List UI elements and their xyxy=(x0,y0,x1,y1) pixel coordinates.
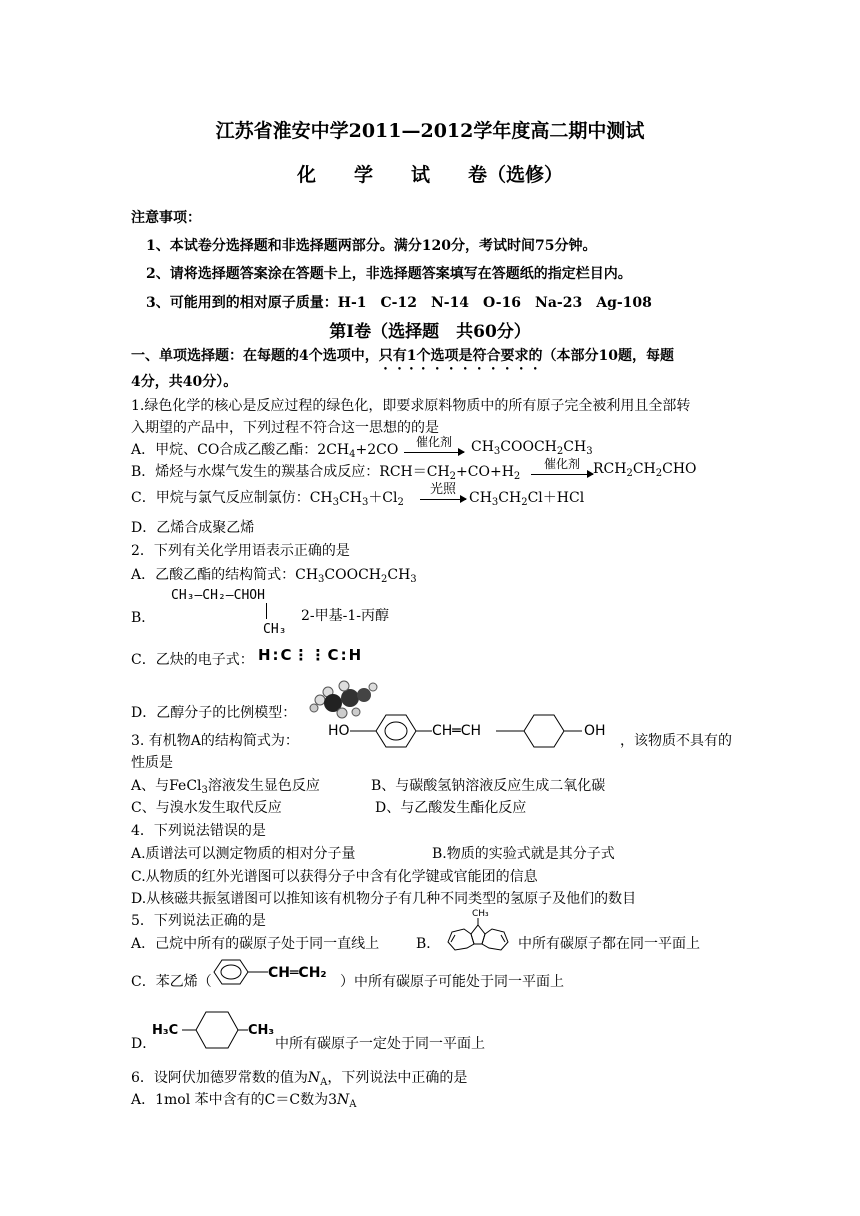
q1-c-product: $CH_3CH_2Cl+HCl$ xyxy=(469,490,585,508)
q1-option-b: B．烯烃与水煤气发生的羰基合成反应：$RCH=CH_2+CO+H_2$ xyxy=(131,464,521,482)
q3-struct-vinylene: CH═CH xyxy=(432,723,482,739)
q1-c-arrow: 光照 xyxy=(420,487,466,500)
q1-option-a: A．甲烷、CO合成乙酸乙酯：$2CH_4+2CO$ xyxy=(131,442,399,460)
q5-b-ch3: CH₃ xyxy=(472,909,489,919)
section-intro: 一、单项选择题：在每题的4个选项中，只有1个选项是符合要求的（本部分10题，每题 xyxy=(131,348,674,364)
q2-option-a: A．乙酸乙酯的结构简式：$CH_3COOCH_2CH_3$ xyxy=(131,567,417,585)
q1-a-product: $CH_3COOCH_2CH_3$ xyxy=(471,439,593,457)
q2-b-formula-main: CH₃—CH₂—CHOH xyxy=(171,588,265,603)
q4-option-c: C.从物质的红外光谱图可以获得分子中含有化学键或官能团的信息 xyxy=(131,869,538,885)
notice-item-1: 1、本试卷分选择题和非选择题两部分。满分120分，考试时间75分钟。 xyxy=(146,238,597,254)
q3-option-b: B、与碳酸氢钠溶液反应生成二氧化碳 xyxy=(371,778,606,794)
q5-d-left: H₃C xyxy=(152,1023,179,1038)
q5-option-b-text: 中所有碳原子都在同一平面上 xyxy=(518,936,700,952)
q3-struct-ho: HO xyxy=(328,723,350,739)
q3-struct-oh: OH xyxy=(584,723,606,739)
q1-option-c: C．甲烷与氯气反应制氯仿：$CH_3CH_3+Cl_2$ xyxy=(131,490,404,508)
dimethylcyclohexane-structure xyxy=(152,1006,274,1056)
q2-option-d-label: D．乙醇分子的比例模型： xyxy=(131,705,297,721)
q6-option-a: A．1mol 苯中含有的C＝C数为$3N_A$ xyxy=(131,1092,357,1110)
section-intro-line2: 4分，共40分）。 xyxy=(131,374,238,390)
q1-b-product: $RCH_2CH_2CHO$ xyxy=(593,461,697,479)
q4-option-a: A.质谱法可以测定物质的相对分子量 xyxy=(131,846,356,862)
q4-stem: 4．下列说法错误的是 xyxy=(131,823,266,839)
q5-option-a: A．己烷中所有的碳原子处于同一直线上 xyxy=(131,936,380,952)
notice-item-2: 2、请将选择题答案涂在答题卡上，非选择题答案填写在答题纸的指定栏目内。 xyxy=(146,266,632,282)
q6-stem: 6．设阿伏加德罗常数的值为$N_A$，下列说法中正确的是 xyxy=(131,1070,468,1088)
q3-stem: 3. 有机物A的结构简式为： xyxy=(131,733,299,749)
q5-c-group: CH═CH₂ xyxy=(268,965,327,981)
q3-option-a: A、与FeCl$_3$溶液发生显色反应 xyxy=(131,778,320,796)
q3-option-c: C、与溴水发生取代反应 xyxy=(131,800,282,816)
q1-stem-line2: 入期望的产品中，下列过程不符合这一思想的的是 xyxy=(131,420,439,436)
q5-option-c-pre: C．苯乙烯（ xyxy=(131,974,212,990)
q5-option-d-text: 中所有碳原子一定处于同一平面上 xyxy=(275,1036,485,1052)
q5-d-right: CH₃ xyxy=(248,1023,274,1038)
q2-b-name: 2-甲基-1-丙醇 xyxy=(301,608,390,624)
q1-b-arrow: 催化剂 xyxy=(531,464,593,475)
q1-option-d: D．乙烯合成聚乙烯 xyxy=(131,520,255,536)
q5-option-d-label: D． xyxy=(131,1036,157,1052)
notice-item-3: 3、可能用到的相对原子质量：H-1 C-12 N-14 O-16 Na-23 Ag-108 xyxy=(146,295,652,311)
q5-stem: 5．下列说法正确的是 xyxy=(131,913,266,929)
q4-option-b: B.物质的实验式就是其分子式 xyxy=(432,846,615,862)
q4-option-d: D.从核磁共振氢谱图可以推知该有机物分子有几种不同类型的氢原子及他们的数目 xyxy=(131,891,637,907)
styrene-structure xyxy=(210,956,342,992)
q5-option-b-label: B． xyxy=(416,936,441,952)
q3-stem-post: ，该物质不具有的 xyxy=(620,733,732,749)
q5-option-c-post: ）中所有碳原子可能处于同一平面上 xyxy=(340,974,564,990)
acetylene-electron-formula: H:C⋮⋮C:H xyxy=(258,646,364,664)
page-title: 江苏省淮安中学2011—2012学年度高二期中测试 xyxy=(215,120,645,142)
q1-a-arrow: 催化剂 xyxy=(404,442,464,453)
q2-option-c-label: C．乙炔的电子式： xyxy=(131,652,254,668)
notice-heading: 注意事项： xyxy=(131,210,201,226)
q2-b-formula-branch: CH₃ xyxy=(263,622,287,637)
q2-b-bond xyxy=(266,603,267,619)
q2-option-b-label: B． xyxy=(131,610,156,626)
methylfluorene-structure xyxy=(440,905,516,955)
q3-option-d: D、与乙酸发生酯化反应 xyxy=(375,800,527,816)
q2-stem: 2．下列有关化学用语表示正确的是 xyxy=(131,543,350,559)
q1-stem-line1: 1.绿色化学的核心是反应过程的绿色化，即要求原料物质中的所有原子完全被利用且全部转 xyxy=(131,398,691,414)
q3-stem-line2: 性质是 xyxy=(131,755,173,771)
q3-structure xyxy=(328,712,618,750)
page-subtitle: 化 学 试 卷（选修） xyxy=(296,164,563,186)
section-title: 第Ⅰ卷（选择题 共60分） xyxy=(329,322,531,342)
